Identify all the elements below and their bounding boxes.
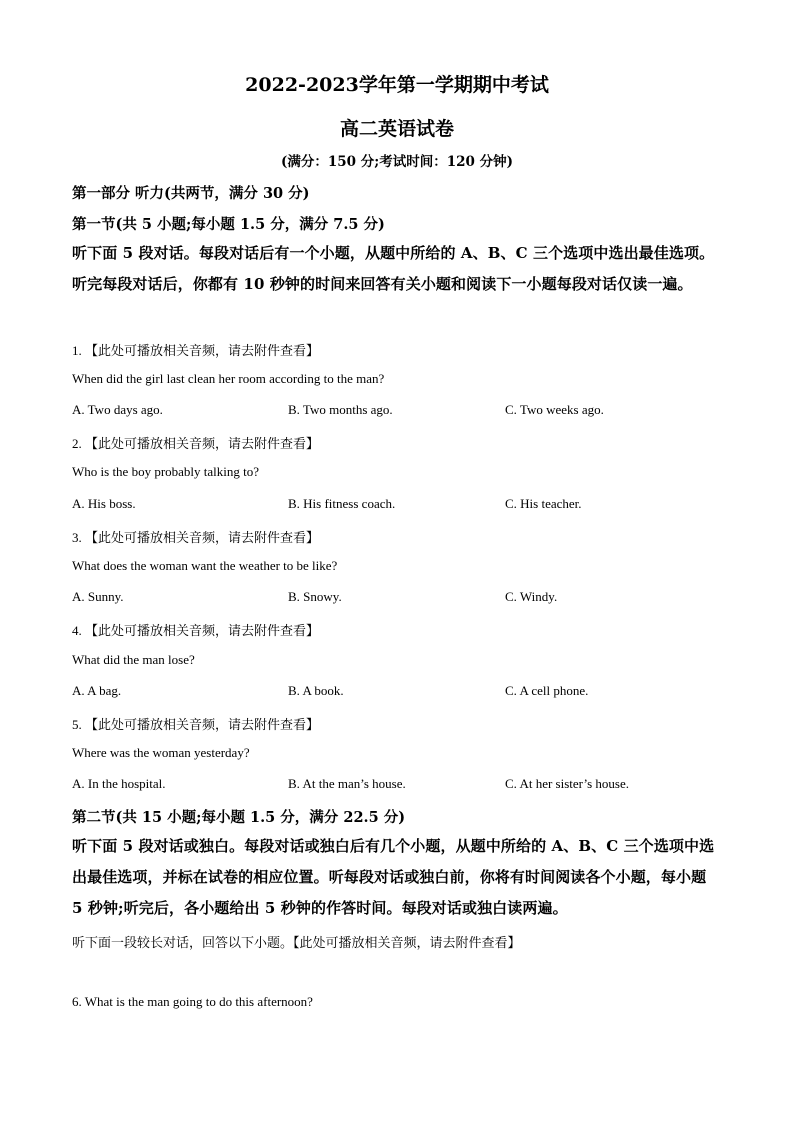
question-4-option-c: C. A cell phone. bbox=[505, 683, 589, 698]
question-2-option-b: B. His fitness coach. bbox=[288, 496, 396, 511]
question-3-option-a: A. Sunny. bbox=[72, 589, 124, 604]
question-3-number: 3. 【此处可播放相关音频，请去附件查看】 bbox=[72, 530, 320, 545]
question-4-number: 4. 【此处可播放相关音频，请去附件查看】 bbox=[72, 623, 320, 638]
question-1-option-b: B. Two months ago. bbox=[288, 402, 393, 417]
exam-subtitle: 高二英语试卷 bbox=[339, 118, 454, 140]
part1-heading: 第一部分 听力(共两节，满分 30 分) bbox=[72, 185, 310, 202]
question-1-option-c: C. Two weeks ago. bbox=[505, 402, 604, 417]
section2-heading: 第二节(共 15 小题;每小题 1.5 分，满分 22.5 分) bbox=[72, 809, 406, 826]
question-5-option-b: B. At the man’s house. bbox=[288, 776, 406, 791]
question-5-number: 5. 【此处可播放相关音频，请去附件查看】 bbox=[72, 717, 320, 732]
section1-instructions: 听下面 5 段对话。每段对话后有一个小题，从题中所给的 A、B、C 三个选项中选出最佳选项。听完每段对话后，你都有 10 秒钟的时间来回答有关小题和阅读下一小题每段对话仅读一遍。 bbox=[72, 244, 715, 293]
question-3-option-b: B. Snowy. bbox=[288, 589, 342, 604]
question-2-option-a: A. His boss. bbox=[72, 496, 136, 511]
question-6-text: 6. What is the man going to do this afternoon? bbox=[72, 994, 313, 1009]
question-5-option-a: A. In the hospital. bbox=[72, 776, 166, 791]
section2-instructions: 听下面 5 段对话或独白。每段对话或独白后有几个小题，从题中所给的 A、B、C 三个选项中选出最佳选项，并标在试卷的相应位置。听每段对话或独白前，你将有时间阅读各个小题，每小题 5 秒钟;听完后，各小题给出 5 秒钟的作答时间。每段对话或独白读两遍。 bbox=[72, 837, 715, 917]
question-4-text: What did the man lose? bbox=[72, 652, 195, 667]
question-1-text: When did the girl last clean her room according to the man? bbox=[72, 371, 385, 386]
question-2-number: 2. 【此处可播放相关音频，请去附件查看】 bbox=[72, 436, 320, 451]
question-4-option-a: A. A bag. bbox=[72, 683, 122, 698]
question-4-option-b: B. A book. bbox=[288, 683, 344, 698]
question-5-option-c: C. At her sister’s house. bbox=[505, 776, 629, 791]
section2-prompt: 听下面一段较长对话，回答以下小题。【此处可播放相关音频，请去附件查看】 bbox=[72, 935, 521, 950]
section1-heading: 第一节(共 5 小题;每小题 1.5 分，满分 7.5 分) bbox=[72, 216, 385, 233]
question-3-option-c: C. Windy. bbox=[505, 589, 558, 604]
question-2-option-c: C. His teacher. bbox=[505, 496, 582, 511]
exam-title: 2022-2023学年第一学期期中考试 bbox=[245, 74, 549, 96]
exam-info: (满分：150 分;考试时间：120 分钟) bbox=[280, 154, 514, 170]
question-3-text: What does the woman want the weather to be like? bbox=[72, 558, 338, 573]
question-2-text: Who is the boy probably talking to? bbox=[72, 464, 260, 479]
question-1-option-a: A. Two days ago. bbox=[72, 402, 163, 417]
question-5-text: Where was the woman yesterday? bbox=[72, 745, 250, 760]
question-1-number: 1. 【此处可播放相关音频，请去附件查看】 bbox=[72, 343, 320, 358]
